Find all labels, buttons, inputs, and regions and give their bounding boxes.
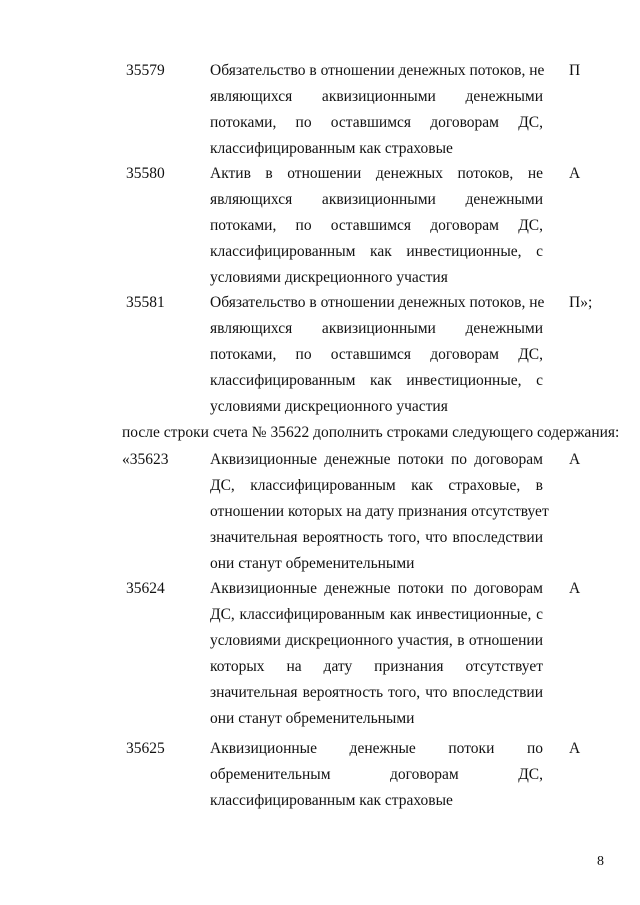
account-description <box>210 447 549 577</box>
description-line: являющихся аквизиционными денежными <box>210 88 543 105</box>
description-line: Обязательство в отношении денежных потоков, не <box>210 294 545 311</box>
description-line: классифицированным как инвестиционные, с <box>210 243 543 260</box>
description-line: условиями дискреционного участия, в отношении <box>210 632 543 649</box>
account-type: А <box>569 165 581 182</box>
description-line: потоками, по оставшимся договорам ДС, <box>210 217 543 234</box>
description-line: условиями дискреционного участия <box>210 398 448 415</box>
account-code: 35624 <box>126 580 165 597</box>
description-line: которых на дату признания отсутствует <box>210 658 543 675</box>
description-line: условиями дискреционного участия <box>210 269 448 286</box>
account-description <box>210 736 543 814</box>
description-line: ДС, классифицированным как инвестиционные, с <box>210 606 543 623</box>
description-line: ДС, классифицированным как страховые, в <box>210 477 543 494</box>
description-line: Актив в отношении денежных потоков, не <box>210 165 543 182</box>
amendment-instruction: после строки счета № 35622 дополнить строками следующего содержания: <box>122 424 620 441</box>
account-description <box>210 290 543 420</box>
account-type: А <box>569 580 581 597</box>
account-code: «35623 <box>122 451 169 468</box>
account-type: А <box>569 740 581 757</box>
account-code: 35580 <box>126 165 165 182</box>
description-line: являющихся аквизиционными денежными <box>210 191 543 208</box>
account-code: 35625 <box>126 740 165 757</box>
description-line: отношении которых на дату признания отсутствует <box>210 503 549 520</box>
description-line: классифицированным как страховые <box>210 140 453 157</box>
description-line: потоками, по оставшимся договорам ДС, <box>210 346 543 363</box>
account-code: 35579 <box>126 62 165 79</box>
account-type: П»; <box>569 294 593 311</box>
account-type: П <box>569 62 581 79</box>
account-type: А <box>569 451 581 468</box>
description-line: потоками, по оставшимся договорам ДС, <box>210 114 543 131</box>
description-line: Аквизиционные денежные потоки по <box>210 740 543 757</box>
account-description <box>210 58 543 162</box>
account-description <box>210 576 543 732</box>
description-line: Аквизиционные денежные потоки по договорам <box>210 451 543 468</box>
account-code: 35581 <box>126 294 165 311</box>
page-number: 8 <box>597 854 604 869</box>
description-line: классифицированным как страховые <box>210 792 453 809</box>
description-line: являющихся аквизиционными денежными <box>210 320 543 337</box>
description-line: значительная вероятность того, что впоследствии <box>210 529 543 546</box>
description-line: обременительным договорам ДС, <box>210 766 543 783</box>
description-line: Обязательство в отношении денежных потоков, не <box>210 62 545 79</box>
description-line: значительная вероятность того, что впоследствии <box>210 684 543 701</box>
description-line: Аквизиционные денежные потоки по договорам <box>210 580 543 597</box>
account-description <box>210 161 543 291</box>
description-line: классифицированным как инвестиционные, с <box>210 372 543 389</box>
description-line: они станут обременительными <box>210 555 415 572</box>
description-line: они станут обременительными <box>210 710 415 727</box>
